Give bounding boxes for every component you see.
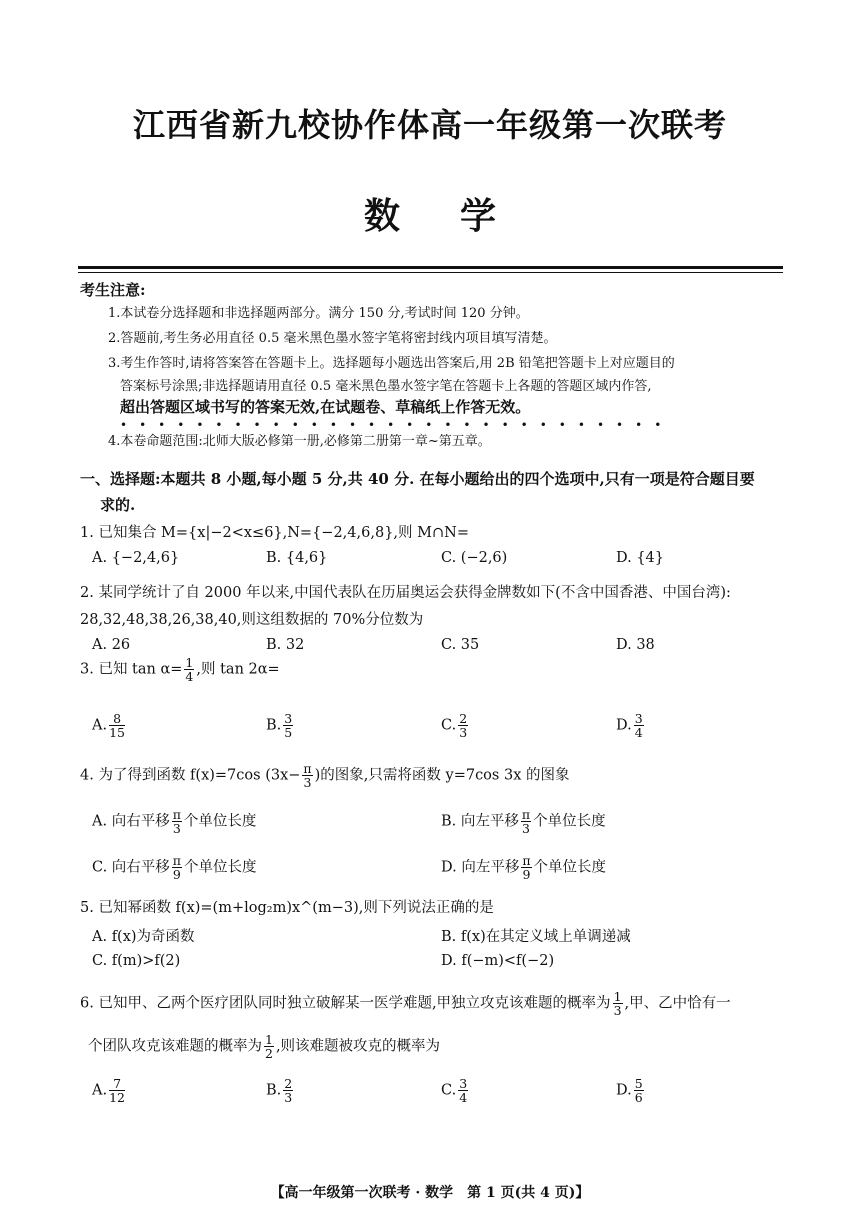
q2-option-b: B. 32 xyxy=(266,637,305,653)
q6-option-a: A. $\frac{7}{12}$ xyxy=(92,1076,125,1105)
q4-option-d: D. 向左平移 $\frac{\pi}{9}$ 个单位长度 xyxy=(441,853,607,882)
notice-item: 2.答题前,考生务必用直径 0.5 毫米黑色墨水签字笔将密封线内项目填写清楚。 xyxy=(108,331,557,346)
q3-option-d: D. $\frac{3}{4}$ xyxy=(616,711,643,740)
q3-stem-fraction: $\frac{1}{4}$ xyxy=(185,655,194,684)
q1-option-d: D. {4} xyxy=(616,550,665,566)
q4-option-b: B. 向左平移 $\frac{\pi}{3}$ 个单位长度 xyxy=(441,807,606,836)
notice-heading: 考生注意: xyxy=(80,281,146,299)
question-6-line2: 个团队攻克该难题的概率为 $\frac{1}{2}$ ,则该难题被攻克的概率为 xyxy=(88,1032,441,1061)
question-2-line2: 28,32,48,38,26,38,40,则这组数据的 70%分位数为 xyxy=(80,612,424,628)
divider-thick xyxy=(78,266,783,269)
question-3-stem xyxy=(80,656,280,683)
q6-option-d: D. $\frac{5}{6}$ xyxy=(616,1076,643,1105)
q6-option-c: C. $\frac{3}{4}$ xyxy=(441,1076,468,1105)
question-4-stem: 4. 为了得到函数 f(x)=7cos (3x− $\frac{\pi}{3}$ )的图象,只需将函数 y=7cos 3x 的图象 xyxy=(80,761,570,790)
exam-title: 江西省新九校协作体高一年级第一次联考 xyxy=(132,106,727,144)
notice-item: 1.本试卷分选择题和非选择题两部分。满分 150 分,考试时间 120 分钟。 xyxy=(108,306,529,321)
divider-thin xyxy=(78,272,783,273)
question-6-line1: 6. 已知甲、乙两个医疗团队同时独立破解某一医学难题,甲独立攻克该难题的概率为 $\frac{1}{3}$ ,甲、乙中恰有一 xyxy=(80,989,731,1018)
q3-option-c: C. $\frac{2}{3}$ xyxy=(441,711,468,740)
emphasis-dots: ••••••••••••••••••••••••••••• xyxy=(120,418,674,432)
section-heading-cont: 求的. xyxy=(100,496,136,514)
q2-option-a: A. 26 xyxy=(92,637,131,653)
q3-option-b: B. $\frac{3}{5}$ xyxy=(266,711,293,740)
q6-option-b: B. $\frac{2}{3}$ xyxy=(266,1076,293,1105)
q2-option-d: D. 38 xyxy=(616,637,655,653)
q1-option-a: A. {−2,4,6} xyxy=(92,550,180,566)
notice-item-emphasis: 超出答题区域书写的答案无效,在试题卷、草稿纸上作答无效。 xyxy=(120,398,531,416)
notice-item: 3.考生作答时,请将答案答在答题卡上。选择题每小题选出答案后,用 2B 铅笔把答题卡上对应题目的 xyxy=(108,356,675,371)
question-2-line1: 2. 某同学统计了自 2000 年以来,中国代表队在历届奥运会获得金牌数如下(不含中国香港、中国台湾): xyxy=(80,585,731,601)
subject-title: 数学 xyxy=(363,195,556,237)
notice-item: 4.本卷命题范围:北师大版必修第一册,必修第二册第一章~第五章。 xyxy=(108,434,491,449)
q5-option-b: B. f(x)在其定义域上单调递减 xyxy=(441,929,631,945)
q3-stem-pre: 3. 已知 tan α= xyxy=(80,661,183,678)
q5-option-c: C. f(m)>f(2) xyxy=(92,953,181,969)
question-1-stem: 1. 已知集合 M={x|−2<x≤6},N={−2,4,6,8},则 M∩N= xyxy=(80,525,469,541)
q1-option-b: B. {4,6} xyxy=(266,550,328,566)
q2-option-c: C. 35 xyxy=(441,637,480,653)
question-5-stem: 5. 已知幂函数 f(x)=(m+log₂m)x^(m−3),则下列说法正确的是 xyxy=(80,900,494,916)
q5-option-a: A. f(x)为奇函数 xyxy=(92,929,195,945)
page-footer: 【高一年级第一次联考 · 数学 第 1 页(共 4 页)】 xyxy=(270,1185,590,1201)
notice-item: 答案标号涂黑;非选择题请用直径 0.5 毫米黑色墨水签字笔在答题卡上各题的答题区域内作答, xyxy=(120,379,652,394)
q4-option-a: A. 向右平移 $\frac{\pi}{3}$ 个单位长度 xyxy=(92,807,257,836)
q5-option-d: D. f(−m)<f(−2) xyxy=(441,953,555,969)
q4-option-c: C. 向右平移 $\frac{\pi}{9}$ 个单位长度 xyxy=(92,853,257,882)
q3-stem-post: ,则 tan 2α= xyxy=(196,661,280,678)
q1-option-c: C. (−2,6) xyxy=(441,550,508,566)
section-heading: 一、选择题:本题共 8 小题,每小题 5 分,共 40 分. 在每小题给出的四个选项中,只有一项是符合题目要 xyxy=(80,470,755,488)
q3-option-a: A. $\frac{8}{15}$ xyxy=(92,711,125,740)
